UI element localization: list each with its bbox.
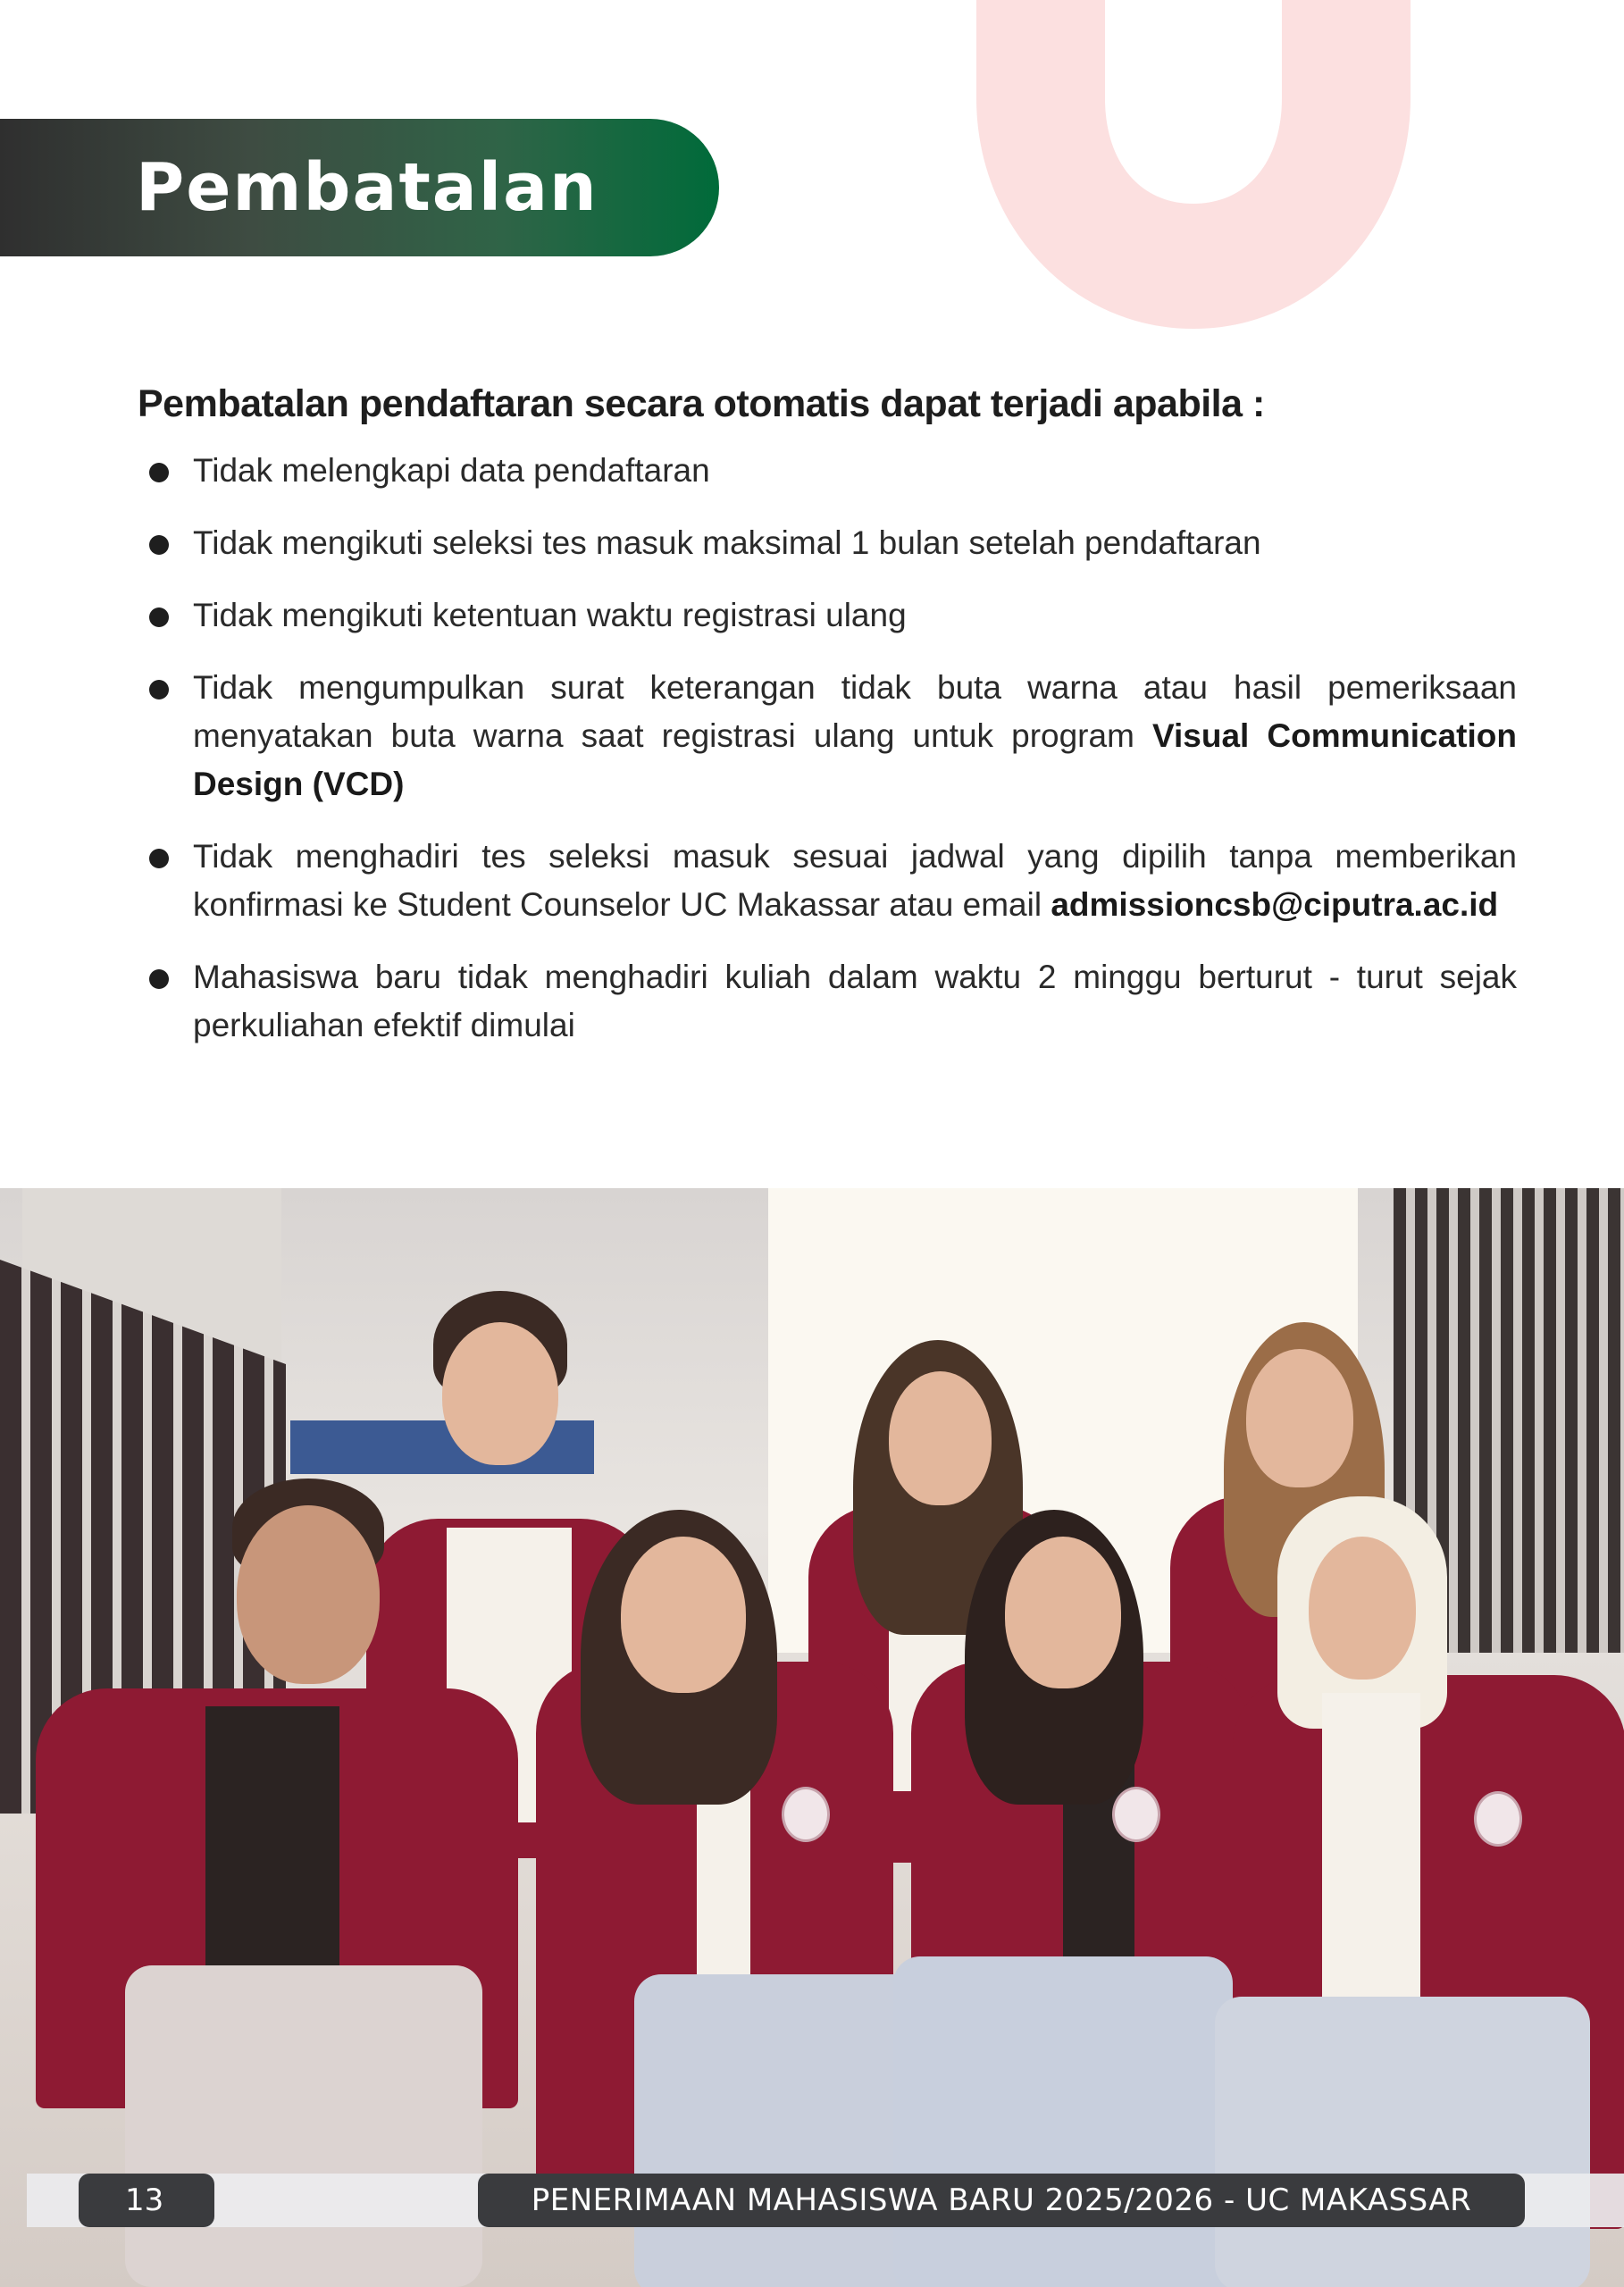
group-photo [0, 1188, 1624, 2287]
section-title: Pembatalan [136, 149, 599, 226]
cancellation-conditions-list [146, 447, 1517, 1074]
list-item-text: Tidak mengikuti ketentuan waktu registrasi ulang [193, 597, 907, 633]
list-item-text: Tidak melengkapi data pendaftaran [193, 452, 710, 489]
list-item [146, 833, 1517, 929]
list-item [146, 447, 1517, 495]
footer-title: PENERIMAAN MAHASISWA BARU 2025/2026 - UC MAKASSAR [478, 2174, 1525, 2227]
list-item-text: Mahasiswa baru tidak menghadiri kuliah dalam waktu 2 minggu berturut - turut sejak perkuliahan efektif dimulai [193, 959, 1517, 1043]
list-item [146, 591, 1517, 640]
bullet-icon [149, 535, 169, 555]
page-number: 13 [79, 2174, 214, 2227]
list-item [146, 953, 1517, 1050]
program-name: Visual Communication Design (VCD) [193, 717, 1517, 802]
bullet-icon [149, 680, 169, 700]
admission-email-link[interactable]: admissioncsb@ciputra.ac.id [1051, 886, 1499, 923]
list-item-text: Tidak mengikuti seleksi tes masuk maksimal 1 bulan setelah pendaftaran [193, 524, 1261, 561]
bullet-icon [149, 849, 169, 868]
list-item-text: Tidak menghadiri tes seleksi masuk sesuai jadwal yang dipilih tanpa memberikan konfirmasi ke Student Counselor UC Makassar atau email [193, 838, 1517, 923]
bullet-icon [149, 463, 169, 482]
watermark-letter-u [935, 0, 1452, 329]
list-item [146, 664, 1517, 808]
bullet-icon [149, 969, 169, 989]
bullet-icon [149, 607, 169, 627]
list-item-text: Tidak mengumpulkan surat keterangan tidak buta warna atau hasil pemeriksaan menyatakan buta warna saat registrasi ulang untuk program [193, 669, 1517, 754]
list-item [146, 519, 1517, 567]
intro-heading: Pembatalan pendaftaran secara otomatis dapat terjadi apabila : [138, 382, 1265, 425]
